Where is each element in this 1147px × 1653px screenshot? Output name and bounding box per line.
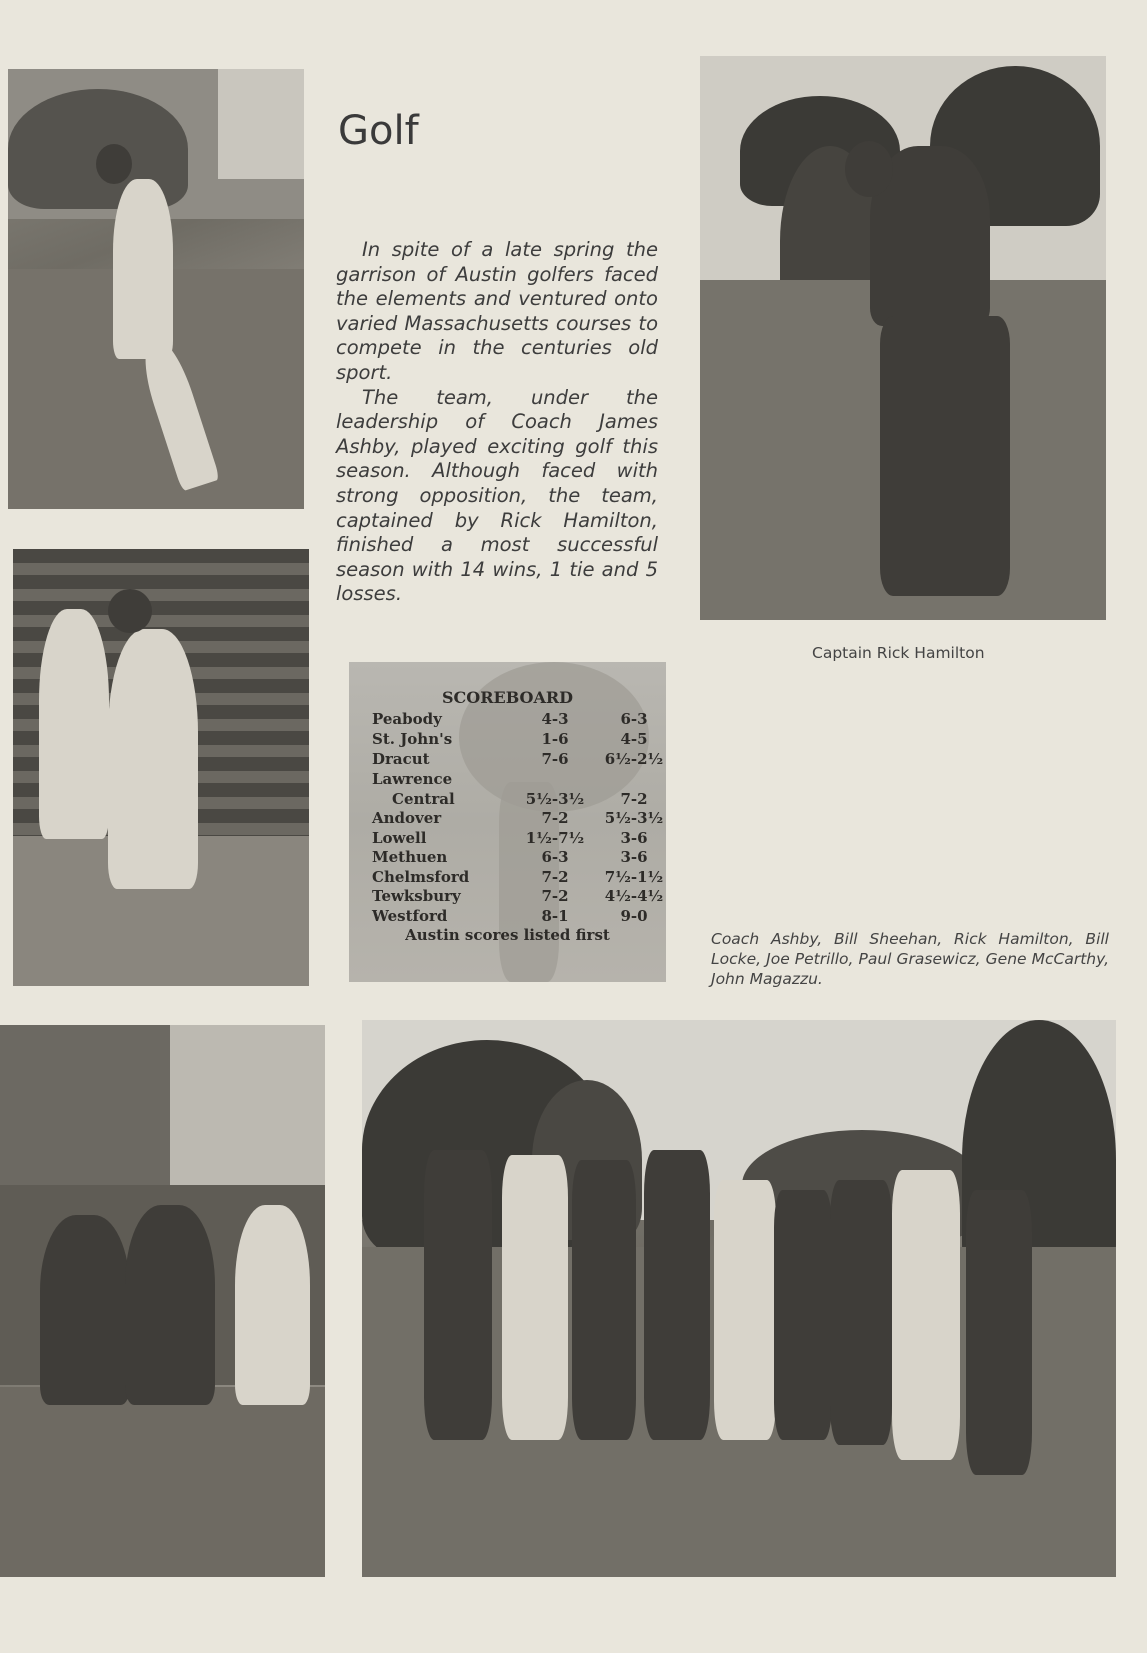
- page-title: Golf: [338, 108, 419, 154]
- score-first: 7-2: [541, 868, 569, 886]
- caption-team: Coach Ashby, Bill Sheehan, Rick Hamilton, Bill Locke, Joe Petrillo, Paul Grasewicz, Gene McCarthy, John Magazzu.: [711, 930, 1109, 988]
- scoreboard-row: [372, 790, 662, 810]
- team-name: Tewksbury: [372, 887, 461, 905]
- intro-text: [336, 238, 658, 607]
- scoreboard-row: [372, 907, 662, 927]
- scoreboard-row: [372, 829, 662, 849]
- team-name: Methuen: [372, 848, 448, 866]
- photo-baseball-pitcher: [8, 69, 304, 509]
- scoreboard-row: [372, 750, 662, 770]
- score-first: 8-1: [541, 907, 569, 925]
- score-second: 7-2: [620, 790, 648, 808]
- team-name: Peabody: [372, 710, 442, 728]
- score-first: 7-2: [541, 809, 569, 827]
- score-first: 6-3: [541, 848, 569, 866]
- team-name: Central: [392, 790, 455, 808]
- score-first: 5½-3½: [525, 790, 585, 808]
- scoreboard-title: SCOREBOARD: [441, 688, 574, 707]
- score-first: 1½-7½: [525, 829, 585, 847]
- score-second: 4-5: [620, 730, 648, 748]
- score-first: 4-3: [541, 710, 569, 728]
- photo-golf-team: [362, 1020, 1116, 1577]
- intro-paragraph: In spite of a late spring the garrison of Austin golfers faced the elements and ventured onto varied Massachusetts courses to compete in the centuries old sport.: [336, 238, 658, 384]
- scoreboard-row: [372, 809, 662, 829]
- scoreboard-row: [372, 710, 662, 730]
- caption-captain: Captain Rick Hamilton: [812, 644, 985, 662]
- photo-baseball-batter: [13, 549, 309, 986]
- team-name: Lowell: [372, 829, 427, 847]
- scoreboard: [349, 662, 666, 982]
- team-name: Westford: [372, 907, 448, 925]
- scoreboard-row: [372, 770, 662, 790]
- team-name: St. John's: [372, 730, 453, 748]
- team-name: Andover: [372, 809, 442, 827]
- scoreboard-row: [372, 848, 662, 868]
- score-second: 9-0: [620, 907, 648, 925]
- score-first: 7-2: [541, 887, 569, 905]
- score-second: 4½-4½: [604, 887, 664, 905]
- team-name: Dracut: [372, 750, 430, 768]
- score-second: 6½-2½: [604, 750, 664, 768]
- photo-baseball-bench: [0, 1025, 325, 1577]
- score-second: 7½-1½: [604, 868, 664, 886]
- photo-captain-rick-hamilton: [700, 56, 1106, 620]
- scoreboard-row: [372, 887, 662, 907]
- score-second: 5½-3½: [604, 809, 664, 827]
- intro-paragraph: The team, under the leadership of Coach James Ashby, played exciting golf this season. Although faced with strong opposition, the team, captained by Rick Hamilton, finished a most successful season with 14 wins, 1 tie and 5 losses.: [336, 385, 658, 606]
- score-second: 3-6: [620, 848, 648, 866]
- score-first: 1-6: [541, 730, 569, 748]
- scoreboard-row: [372, 868, 662, 888]
- score-second: 6-3: [620, 710, 648, 728]
- team-name: Lawrence: [372, 770, 453, 788]
- scoreboard-row: [372, 730, 662, 750]
- scoreboard-footer: Austin scores listed first: [405, 926, 610, 944]
- team-name: Chelmsford: [372, 868, 470, 886]
- score-second: 3-6: [620, 829, 648, 847]
- score-first: 7-6: [541, 750, 569, 768]
